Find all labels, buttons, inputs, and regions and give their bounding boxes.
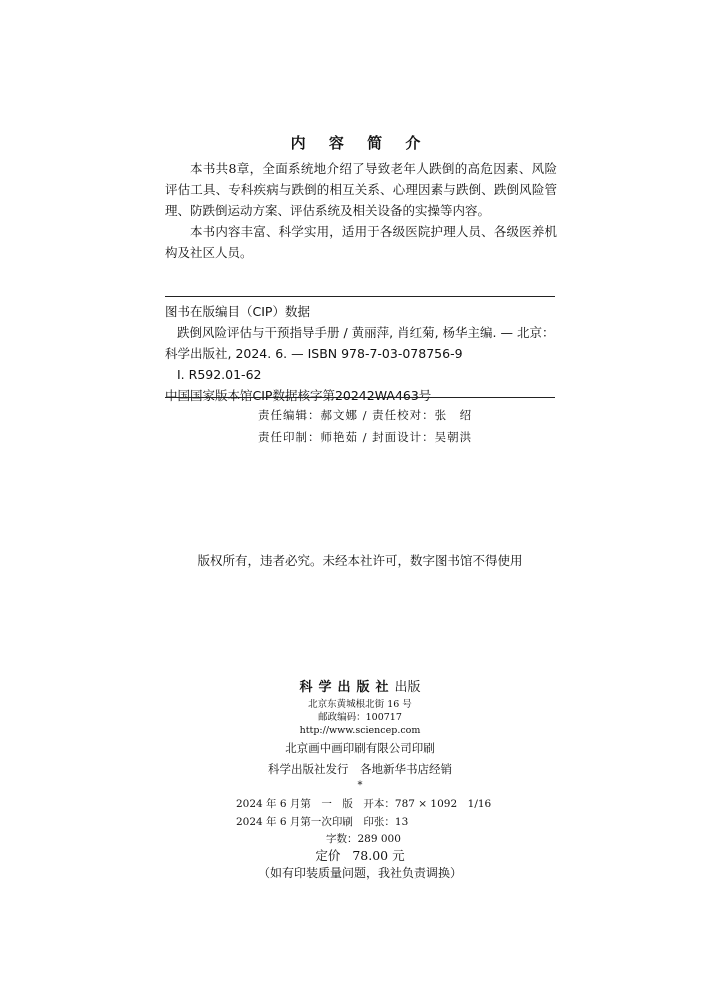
publisher-suffix: 出版 (394, 680, 421, 695)
edition-line: 2024 年 6 月第 一 版 开本：787 × 1092 1/16 (236, 798, 492, 810)
summary-paragraph-2: 本书内容丰富、科学实用，适用于各级医院护理人员、各级医养机构及社区人员。 (165, 224, 557, 260)
print-line: 2024 年 6 月第一次印刷 印张：13 (236, 816, 409, 828)
cip-top-rule (165, 296, 555, 297)
cip-bottom-rule (165, 397, 555, 398)
cip-record: 跌倒风险评估与干预指导手册 / 黄丽萍, 肖红菊, 杨华主编. — 北京：科学出版社, 2024. 6. — ISBN 978-7-03-078756-9 (165, 325, 555, 361)
editor-credits (258, 404, 472, 448)
quality-note: （如有印装质量问题，我社负责调换） (257, 866, 462, 880)
distributor-line: 科学出版社发行 各地新华书店经销 (268, 762, 452, 776)
publisher-heading (0, 676, 720, 695)
page-title: 内 容 简 介 (290, 134, 430, 152)
summary-paragraph-1: 本书共8章，全面系统地介绍了导致老年人跌倒的高危因素、风险评估工具、专科疾病与跌倒的相互关系、心理因素与跌倒、跌倒风险管理、防跌倒运动方案、评估系统及相关设备的实操等内容。 (165, 161, 557, 218)
cip-heading: 图书在版编目（CIP）数据 (165, 304, 310, 319)
editor-credits-line-1: 责任编辑：郝文娜 / 责任校对：张 绍 (258, 408, 473, 422)
publisher-contact (0, 698, 720, 737)
cip-classification: Ⅰ. R592.01-62 (177, 367, 262, 382)
printer-line: 北京画中画印刷有限公司印刷 (285, 741, 435, 755)
editor-credits-line-2: 责任印制：师艳茹 / 封面设计：吴朝洪 (258, 430, 473, 444)
book-summary (165, 158, 557, 263)
price-label: 定价 (315, 848, 341, 863)
cip-data-number: 中国国家版本馆CIP数据核字第20242WA463号 (165, 388, 432, 403)
publisher-name: 科学出版社 (299, 680, 395, 695)
star-divider: * (357, 780, 363, 791)
publisher-website: http://www.sciencep.com (299, 725, 421, 736)
price-line (0, 846, 720, 864)
price-value: 78.00 元 (352, 848, 405, 863)
publisher-postcode: 邮政编码：100717 (318, 712, 402, 723)
copyright-notice: 版权所有，违者必究。未经本社许可，数字图书馆不得使用 (197, 553, 523, 568)
word-count: 字数：289 000 (326, 833, 401, 845)
publisher-address: 北京东黄城根北街 16 号 (308, 699, 412, 710)
cip-block (165, 301, 557, 406)
